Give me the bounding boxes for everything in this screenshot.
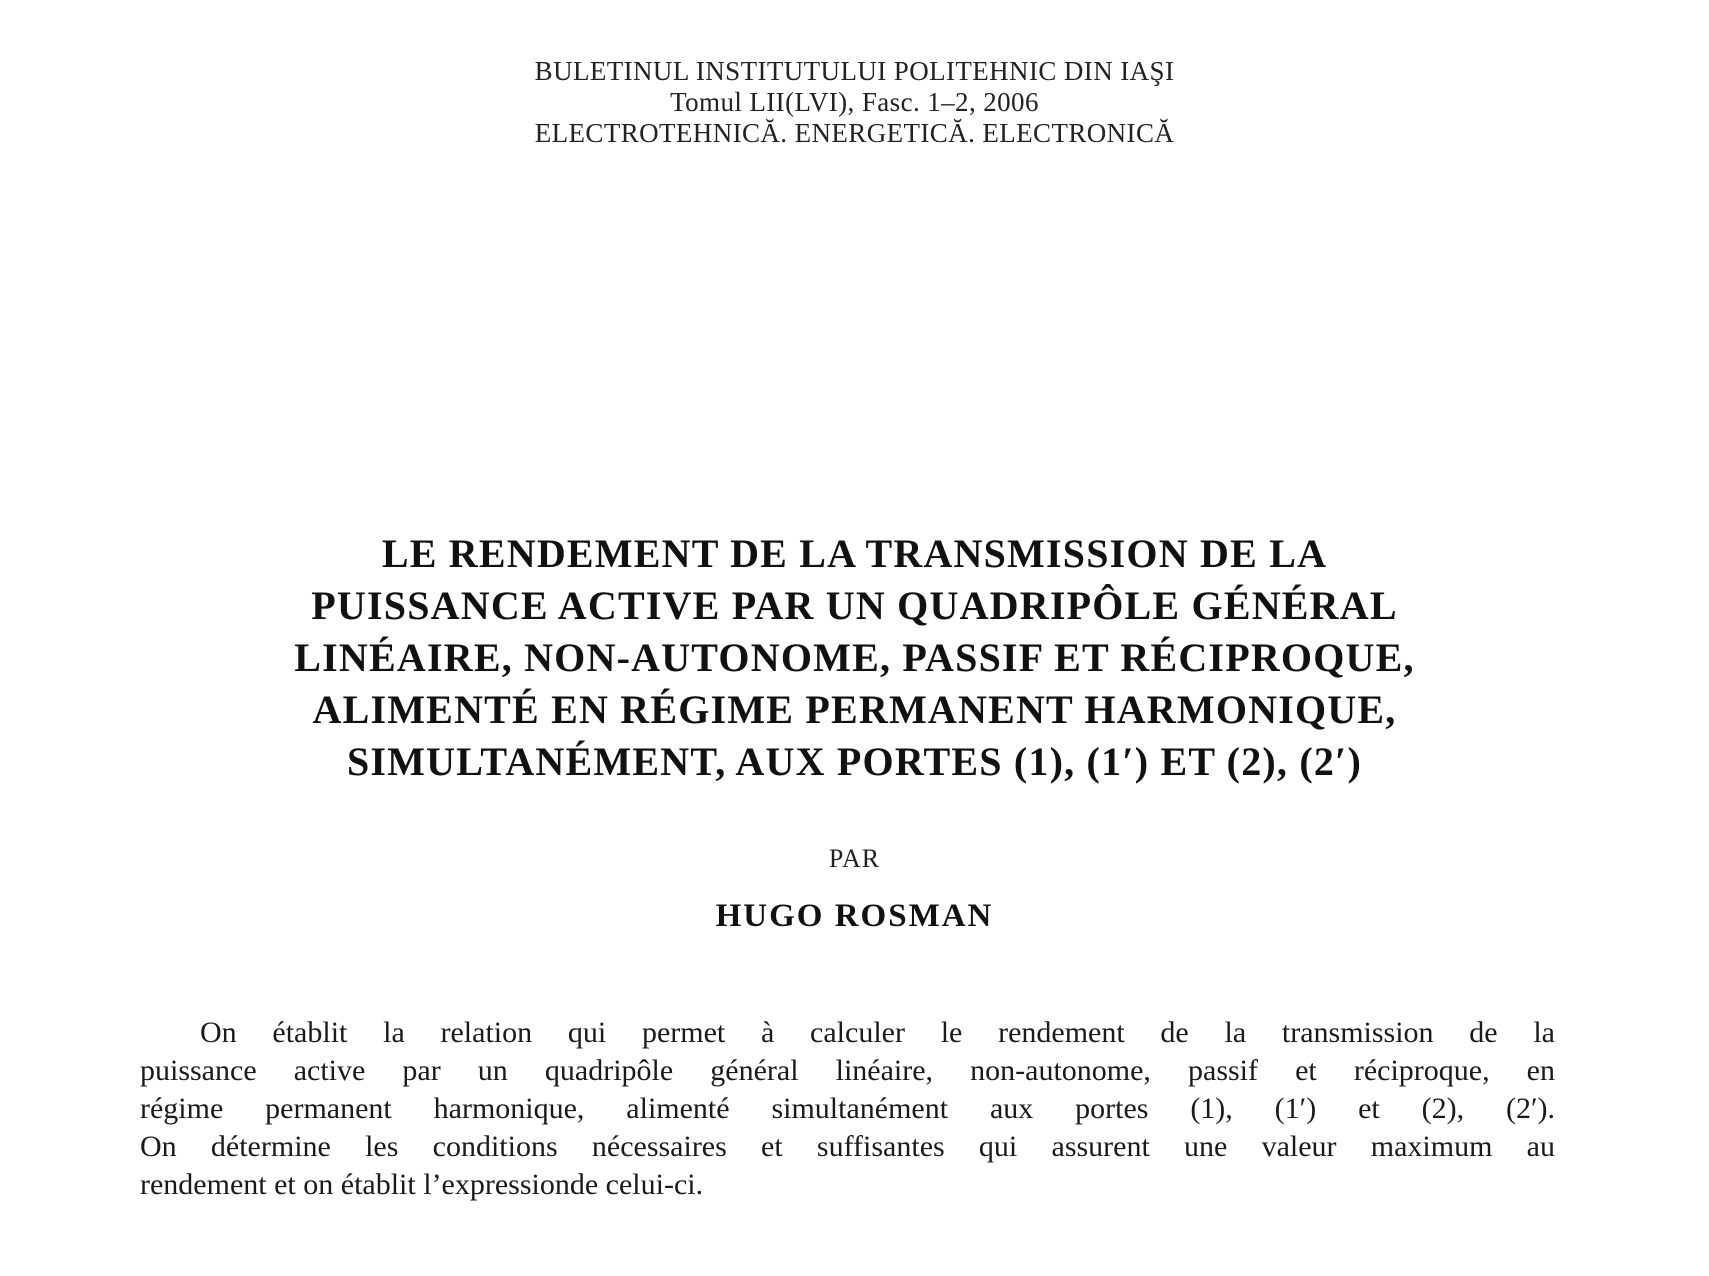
title-line: SIMULTANÉMENT, AUX PORTES (1), (1′) ET (2), (2′) (346, 739, 1363, 784)
journal-header (0, 56, 1709, 149)
title-line: LINÉAIRE, NON-AUTONOME, PASSIF ET RÉCIPROQUE, (294, 635, 1415, 680)
abstract-line: rendement et on établit l’expressionde celui-ci. (140, 1168, 704, 1201)
title-line: PUISSANCE ACTIVE PAR UN QUADRIPÔLE GÉNÉRAL (311, 583, 1398, 628)
journal-volume: Tomul LII(LVI), Fasc. 1–2, 2006 (670, 87, 1039, 117)
title-line: LE RENDEMENT DE LA TRANSMISSION DE LA (381, 531, 1328, 576)
abstract-line: On établit la relation qui permet à calculer le rendement de la transmission de la (200, 1016, 1555, 1049)
abstract-line: puissance active par un quadripôle général linéaire, non-autonome, passif et réciproque, en (140, 1054, 1555, 1087)
abstract (140, 1014, 1555, 1204)
title-line: ALIMENTÉ EN RÉGIME PERMANENT HARMONIQUE, (312, 687, 1397, 732)
author-name: HUGO ROSMAN (715, 898, 994, 934)
abstract-line: régime permanent harmonique, alimenté simultanément aux portes (1), (1′) et (2), (2′). (140, 1092, 1555, 1125)
abstract-line: On détermine les conditions nécessaires et suffisantes qui assurent une valeur maximum au (140, 1130, 1555, 1163)
paper-title (0, 528, 1709, 788)
journal-name: BULETINUL INSTITUTULUI POLITEHNIC DIN IAŞI (534, 56, 1175, 86)
by-label: PAR (828, 844, 881, 873)
journal-section: ELECTROTEHNICĂ. ENERGETICĂ. ELECTRONICĂ (534, 118, 1175, 148)
